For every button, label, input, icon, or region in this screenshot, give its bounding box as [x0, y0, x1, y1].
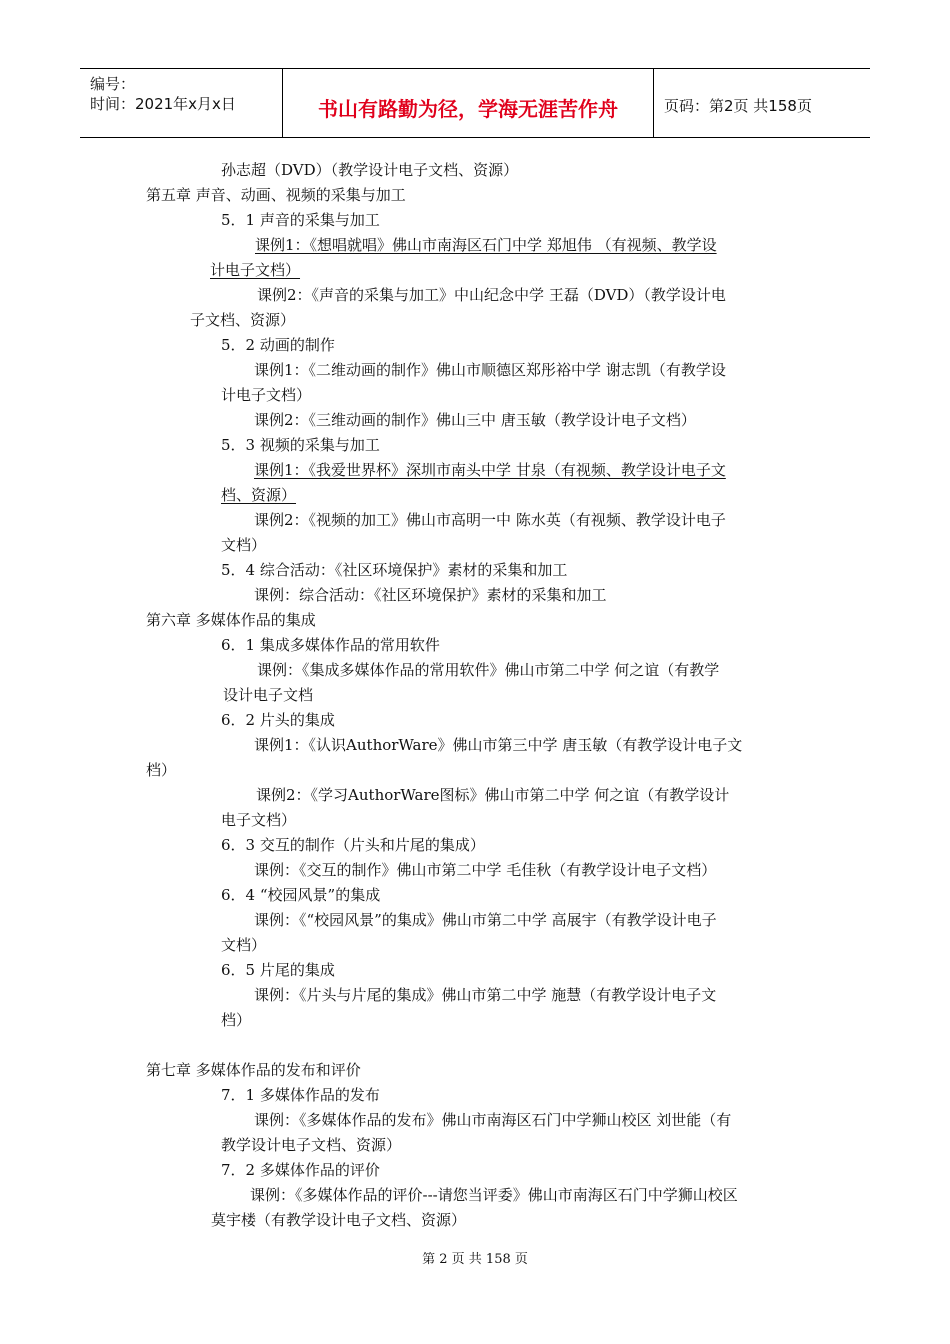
lesson-item-continued: 计电子文档） [210, 261, 301, 279]
lesson-item-continued: 教学设计电子文档、资源） [221, 1136, 402, 1154]
lesson-item-continued: 计电子文档） [221, 386, 312, 404]
header-page-info: 页码：第2页 共158页 [664, 97, 812, 115]
lesson-item: 课例：综合活动：《社区环境保护》素材的采集和加工 [254, 586, 607, 604]
page-header [80, 68, 870, 138]
lesson-item: 课例2：《视频的加工》佛山市高明一中 陈水英（有视频、教学设计电子 [254, 511, 726, 529]
lesson-item: 课例：《片头与片尾的集成》佛山市第二中学 施慧（有教学设计电子文 [254, 986, 717, 1004]
page-footer: 第 2 页 共 158 页 [422, 1252, 528, 1267]
lesson-item-continued: 档） [221, 1011, 252, 1029]
section-heading: 5．1 声音的采集与加工 [221, 211, 380, 229]
section-heading: 6．3 交互的制作（片头和片尾的集成） [221, 836, 485, 854]
lesson-item: 课例：《多媒体作品的发布》佛山市南海区石门中学狮山校区 刘世能（有 [254, 1111, 732, 1129]
chapter-heading: 第五章 声音、动画、视频的采集与加工 [146, 186, 406, 204]
section-heading: 7．1 多媒体作品的发布 [221, 1086, 380, 1104]
lesson-item: 课例1：《认识AuthorWare》佛山市第三中学 唐玉敏（有教学设计电子文 [254, 736, 743, 754]
lesson-item-continued: 文档） [221, 536, 267, 554]
lesson-item: 课例2：《学习AuthorWare图标》佛山市第二中学 何之谊（有教学设计 [256, 786, 730, 804]
header-motto-cell [283, 69, 654, 137]
lesson-item: 课例2：《声音的采集与加工》中山纪念中学 王磊（DVD）（教学设计电 [257, 286, 726, 304]
lesson-item: 课例1：《想唱就唱》佛山市南海区石门中学 郑旭伟 （有视频、教学设 [255, 236, 717, 254]
lesson-item: 课例1：《我爱世界杯》深圳市南头中学 甘泉（有视频、教学设计电子文 [254, 461, 726, 479]
lesson-item: 课例：《多媒体作品的评价---请您当评委》佛山市南海区石门中学狮山校区 [250, 1186, 738, 1204]
document-time-label: 时间：2021年x月x日 [90, 95, 236, 113]
lesson-item-continued: 设计电子文档 [223, 686, 314, 704]
lesson-item: 课例1：《二维动画的制作》佛山市顺德区郑彤裕中学 谢志凯（有教学设 [254, 361, 726, 379]
lesson-item: 课例2：《三维动画的制作》佛山三中 唐玉敏（教学设计电子文档） [254, 411, 696, 429]
lesson-item: 课例：《集成多媒体作品的常用软件》佛山市第二中学 何之谊（有教学 [257, 661, 720, 679]
lesson-item-continued: 档、资源） [221, 486, 297, 504]
header-meta-cell [80, 69, 283, 137]
chapter-heading: 第六章 多媒体作品的集成 [146, 611, 316, 629]
section-heading: 6．4 “校园风景”的集成 [221, 886, 381, 904]
lesson-item-continued: 子文档、资源） [190, 311, 296, 329]
section-heading: 5．2 动画的制作 [221, 336, 335, 354]
chapter-heading: 第七章 多媒体作品的发布和评价 [146, 1061, 361, 1079]
lesson-item-continued: 文档） [221, 936, 267, 954]
section-heading: 5．3 视频的采集与加工 [221, 436, 380, 454]
lesson-item: 课例：《交互的制作》佛山市第二中学 毛佳秋（有教学设计电子文档） [254, 861, 717, 879]
section-heading: 5．4 综合活动：《社区环境保护》素材的采集和加工 [221, 561, 568, 579]
header-motto: 书山有路勤为径，学海无涯苦作舟 [318, 97, 618, 121]
text-line: 孙志超（DVD）（教学设计电子文档、资源） [221, 161, 519, 179]
section-heading: 6．5 片尾的集成 [221, 961, 335, 979]
section-heading: 7．2 多媒体作品的评价 [221, 1161, 380, 1179]
lesson-item-continued: 莫宇楼（有教学设计电子文档、资源） [211, 1211, 467, 1229]
lesson-item-continued: 电子文档） [221, 811, 297, 829]
lesson-item: 课例：《“校园风景”的集成》佛山市第二中学 高展宇（有教学设计电子 [254, 911, 717, 929]
document-number-label: 编号： [90, 75, 136, 93]
section-heading: 6．1 集成多媒体作品的常用软件 [221, 636, 440, 654]
lesson-item-continued: 档） [146, 761, 177, 779]
section-heading: 6．2 片头的集成 [221, 711, 335, 729]
